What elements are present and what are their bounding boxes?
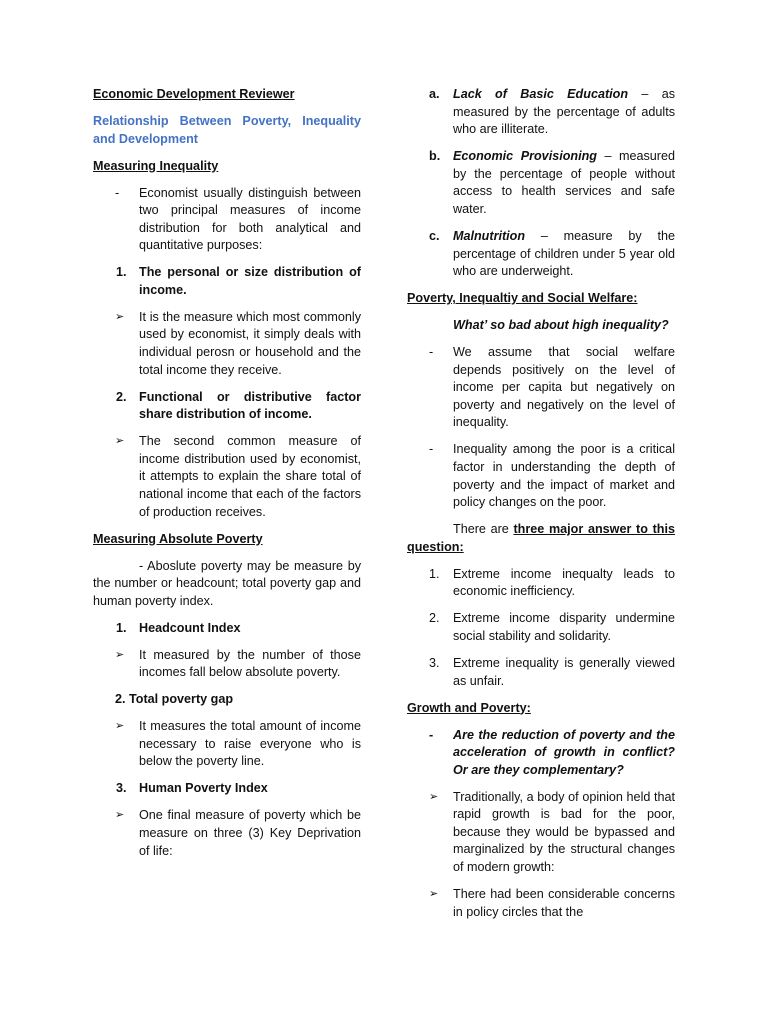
welfare-question: What’ so bad about high inequality? <box>453 318 669 333</box>
growth-bullet-1 <box>407 789 675 877</box>
arrow-bullet-icon: ➢ <box>115 720 125 733</box>
document-title: Economic Development Reviewer <box>93 87 295 101</box>
inequality-intro-text: Economist usually distinguish between two principal measures of income distribution for both analytical and quantitative purposes: <box>139 185 361 253</box>
right-column <box>407 86 675 931</box>
inequality-item-1 <box>93 264 361 299</box>
arrow-bullet-icon: ➢ <box>115 310 125 323</box>
poverty-item-2-bullet <box>93 718 361 771</box>
welfare-answer-1-text: Extreme income inequalty leads to economic inefficiency. <box>453 566 675 599</box>
inequality-item-1-bullet <box>93 309 361 379</box>
item-letter: a. <box>429 87 440 101</box>
inequality-item-2-bullet-text: The second common measure of income distribution used by economist, it attempts to explain the share total of national income that each of the factors of production receives. <box>139 434 361 519</box>
welfare-dash-text-2: Inequality among the poor is a critical factor in understanding the depth of poverty and the impact of market and policy changes on the poor. <box>453 442 675 510</box>
poverty-item-2-title: 2. Total poverty gap <box>115 692 234 707</box>
deprivation-a-text: – as measured by the percentage of adults who are illiterate. <box>453 87 675 137</box>
growth-bullet-2-text: There had been considerable concerns in policy circles that the <box>453 887 675 919</box>
welfare-dash-item-1 <box>407 344 675 432</box>
item-letter: b. <box>429 149 441 164</box>
item-letter: c. <box>429 228 440 243</box>
welfare-heading: Poverty, Inequaltiy and Social Welfare: <box>407 291 638 306</box>
arrow-bullet-icon: ➢ <box>115 648 125 661</box>
inequality-item-2-title: Functional or distributive factor share distribution of income. <box>139 389 361 422</box>
poverty-item-2 <box>93 691 361 709</box>
answers-prefix: There are <box>453 522 514 537</box>
deprivation-c-text: – measure by the percentage of children under 5 year old who are underweight. <box>453 228 675 279</box>
welfare-answer-3 <box>407 655 675 690</box>
deprivation-item-c <box>407 228 675 281</box>
growth-question-item <box>407 727 675 780</box>
inequality-item-1-title: The personal or size distribution of income. <box>139 265 361 297</box>
document-subtitle: Relationship Between Poverty, Inequality and Development <box>93 113 361 146</box>
dash-marker: - <box>429 345 434 360</box>
inequality-item-2 <box>93 389 361 424</box>
item-number: 3. <box>429 655 440 670</box>
deprivation-b-text: – measured by the percentage of people without access to health services and safe water. <box>453 149 675 216</box>
poverty-item-3-bullet <box>93 807 361 860</box>
welfare-answer-3-text: Extreme inequality is generally viewed as unfair. <box>453 655 675 688</box>
poverty-item-1-bullet-text: It measured by the number of those incomes fall below absolute poverty. <box>139 647 361 680</box>
poverty-item-1-title: Headcount Index <box>139 620 241 635</box>
poverty-item-3-title: Human Poverty Index <box>139 781 268 796</box>
measuring-inequality-heading: Measuring Inequality <box>93 158 219 173</box>
welfare-answer-2 <box>407 610 675 645</box>
absolute-poverty-intro: - Aboslute poverty may be measure by the number or headcount; total poverty gap and human poverty index. <box>93 558 361 608</box>
item-number: 3. <box>116 781 127 796</box>
growth-bullet-1-text: Traditionally, a body of opinion held that rapid growth is bad for the poor, because they would be bypassed and marginalized by the structural changes of modern growth: <box>453 789 675 875</box>
inequality-intro-item <box>93 185 361 255</box>
item-number: 1. <box>116 265 127 280</box>
welfare-answer-1 <box>407 566 675 601</box>
inequality-item-2-bullet <box>93 433 361 521</box>
poverty-item-1 <box>93 620 361 638</box>
welfare-answer-2-text: Extreme income disparity undermine social stability and solidarity. <box>453 611 675 643</box>
item-number: 2. <box>116 389 127 404</box>
arrow-bullet-icon: ➢ <box>115 809 125 822</box>
poverty-item-3-bullet-text: One final measure of poverty which be measure on three (3) Key Deprivation of life: <box>139 808 361 858</box>
deprivation-item-a <box>407 86 675 139</box>
deprivation-c-title: Malnutrition <box>453 228 526 243</box>
growth-heading: Growth and Poverty: <box>407 700 531 715</box>
arrow-bullet-icon: ➢ <box>115 435 125 448</box>
inequality-item-1-bullet-text: It is the measure which most commonly used by economist, it simply deals with individual perosn or household and the total income they receive. <box>139 309 361 377</box>
dash-marker: - <box>429 727 434 742</box>
deprivation-item-b <box>407 148 675 218</box>
poverty-item-3 <box>93 780 361 798</box>
arrow-bullet-icon: ➢ <box>429 790 439 803</box>
growth-question-text: Are the reduction of poverty and the acceleration of growth in conflict? Or are they complementary? <box>453 727 675 777</box>
arrow-bullet-icon: ➢ <box>429 888 439 901</box>
poverty-item-2-bullet-text: It measures the total amount of income necessary to raise everyone who is below the poverty line. <box>139 719 361 769</box>
absolute-poverty-heading: Measuring Absolute Poverty <box>93 531 263 546</box>
dash-marker: - <box>429 442 434 457</box>
left-column <box>93 86 361 870</box>
deprivation-a-title: Lack of Basic Education <box>453 87 629 101</box>
welfare-answers-intro <box>407 521 675 556</box>
item-number: 2. <box>429 611 440 626</box>
item-number: 1. <box>429 566 440 581</box>
item-number: 1. <box>116 620 127 635</box>
welfare-dash-text-1: We assume that social welfare depends positively on the level of income per capita but negatively on poverty and negatively on the level of inequality. <box>453 345 675 430</box>
answers-bold: three major answer to this question: <box>407 522 675 554</box>
welfare-dash-item-2 <box>407 441 675 511</box>
poverty-item-1-bullet <box>93 647 361 682</box>
deprivation-b-title: Economic Provisioning <box>453 149 597 164</box>
growth-bullet-2 <box>407 886 675 921</box>
dash-marker: - <box>115 185 120 200</box>
